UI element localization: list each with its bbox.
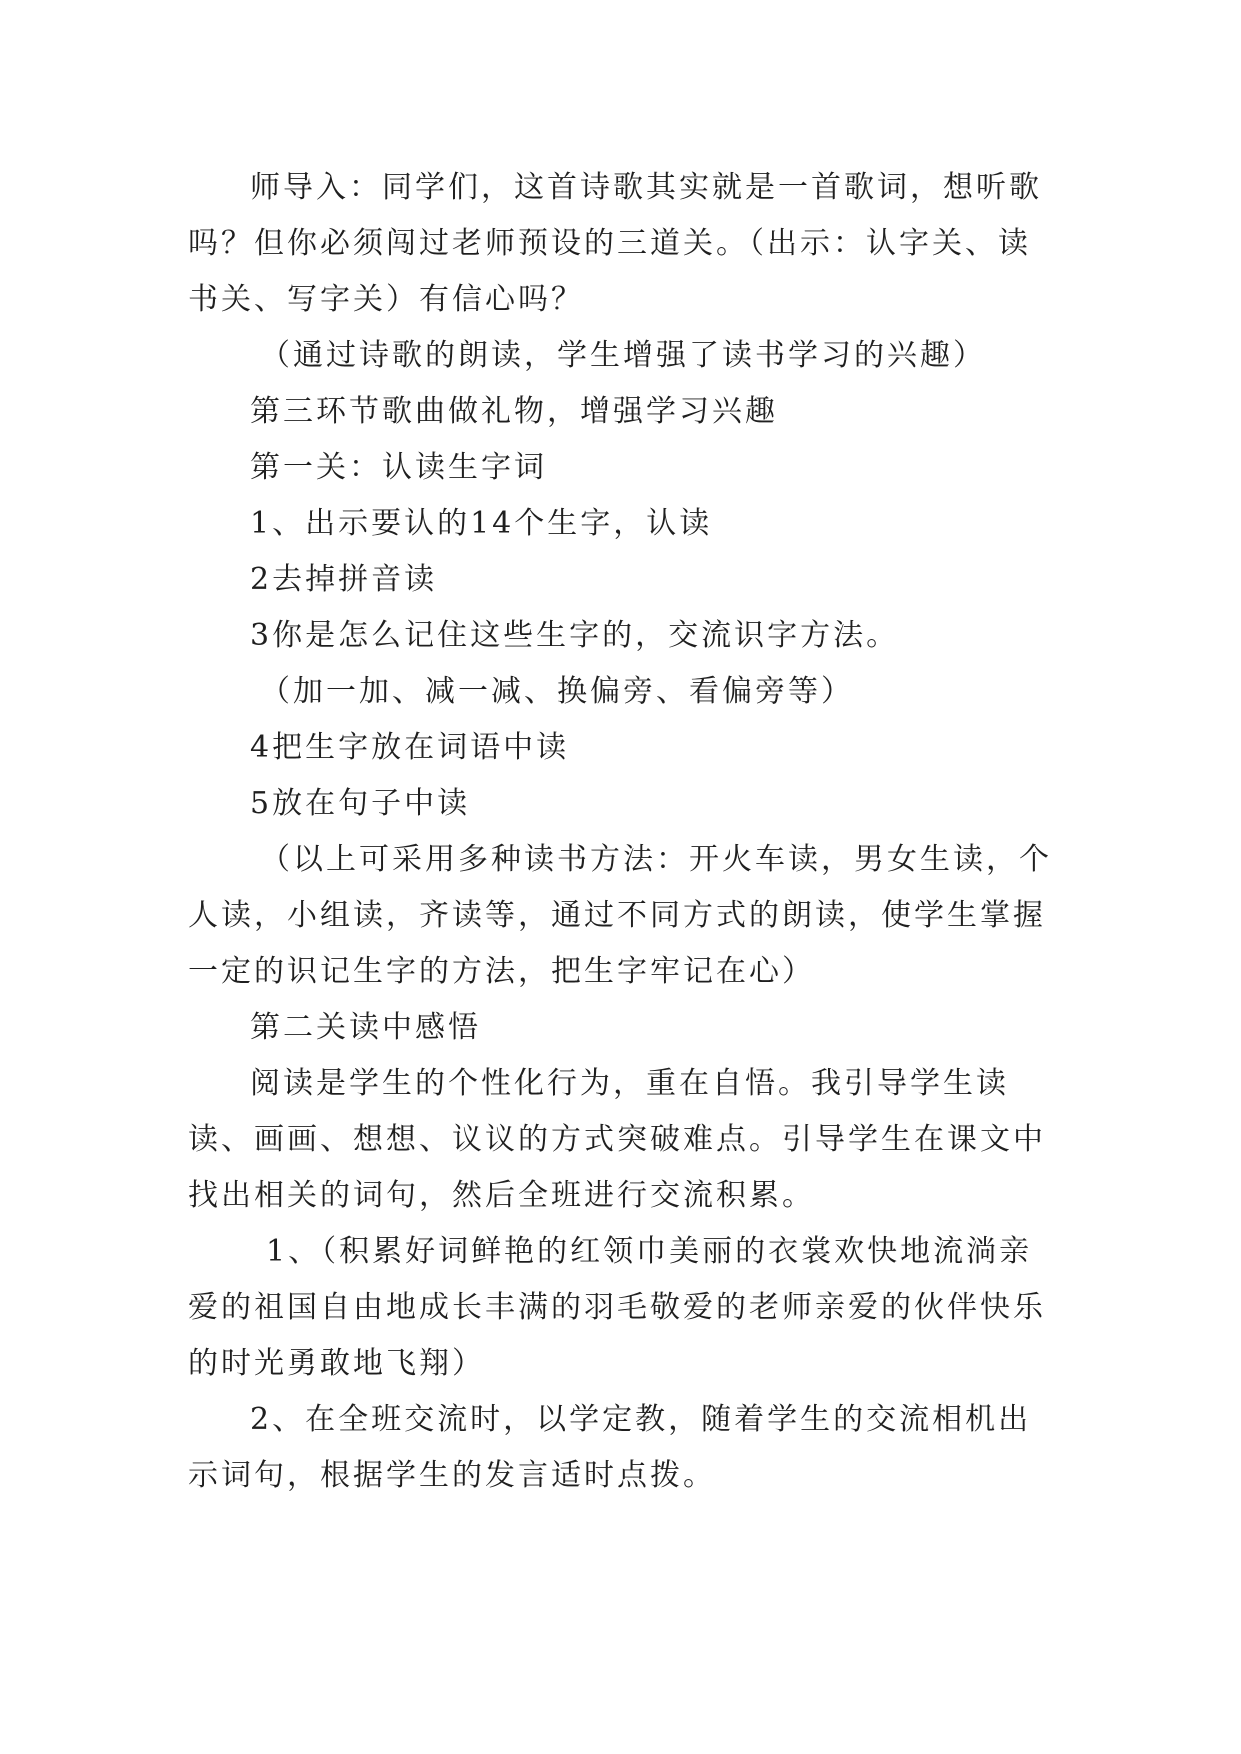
paragraph-note-reading: （通过诗歌的朗读，学生增强了读书学习的兴趣） — [260, 338, 986, 373]
paragraph-note-methods: （加一加、减一减、换偏旁、看偏旁等） — [260, 674, 854, 709]
paragraph-note-read-methods: （以上可采用多种读书方法：开火车读，男女生读，个人读，小组读，齐读等，通过不同方式的朗读，使学生掌握一定的识记生字的方法，把生字牢记在心） — [188, 842, 1052, 989]
paragraph-intro: 师导入：同学们，这首诗歌其实就是一首歌词，想听歌吗？但你必须闯过老师预设的三道关。（出示：认字关、读书关、写字关）有信心吗？ — [188, 170, 1042, 317]
list-item-1: 1、出示要认的14个生字，认读 — [250, 506, 713, 541]
document-body — [188, 160, 1058, 1504]
paragraph-reading-insight: 阅读是学生的个性化行为，重在自悟。我引导学生读读、画画、想想、议议的方式突破难点。引导学生在课文中找出相关的词句，然后全班进行交流积累。 — [188, 1066, 1046, 1213]
list-item-5: 5放在句子中读 — [250, 786, 471, 821]
paragraph-level-two: 第二关读中感悟 — [250, 1010, 481, 1045]
list-item-exchange: 2、在全班交流时，以学定教，随着学生的交流相机出示词句，根据学生的发言适时点拨。 — [188, 1402, 1032, 1493]
list-item-4: 4把生字放在词语中读 — [250, 730, 570, 765]
list-item-2: 2去掉拼音读 — [250, 562, 438, 597]
list-item-3: 3你是怎么记住这些生字的，交流识字方法。 — [250, 618, 900, 653]
paragraph-section-three: 第三环节歌曲做礼物，增强学习兴趣 — [250, 394, 778, 429]
paragraph-level-one: 第一关：认读生字词 — [250, 450, 547, 485]
list-item-accumulate: 1、（积累好词鲜艳的红领巾美丽的衣裳欢快地流淌亲爱的祖国自由地成长丰满的羽毛敬爱的老师亲爱的伙伴快乐的时光勇敢地飞翔） — [188, 1234, 1046, 1381]
